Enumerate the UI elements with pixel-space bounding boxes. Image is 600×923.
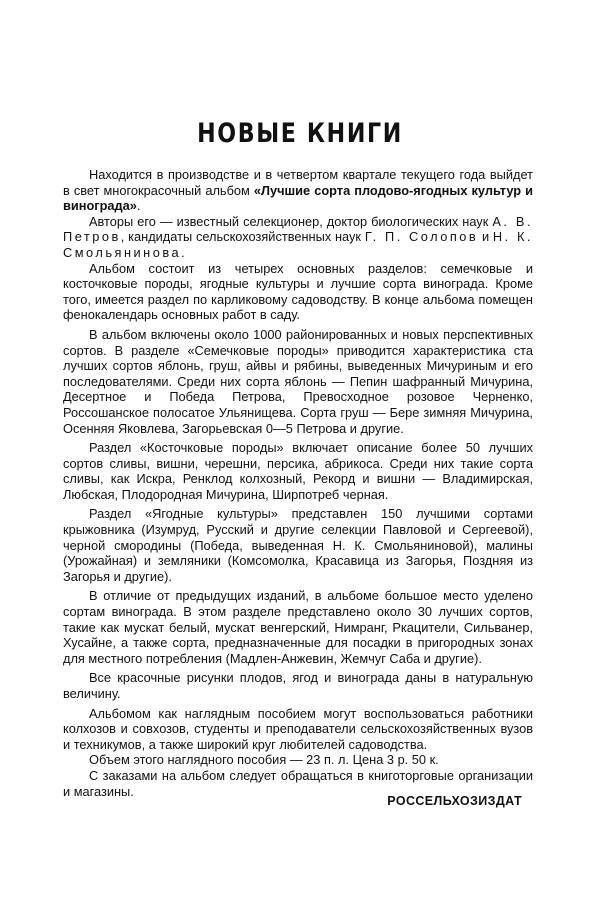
intro-text: Находится в производстве и в четвертом квартале текущего года выйдет в свет многокрасочный альбом [63, 167, 533, 198]
paragraph-illustrations: Все красочные рисунки плодов, ягод и винограда даны в натуральную величину. [63, 670, 533, 701]
paragraph-sections: Альбом состоит из четырех основных разделов: семечковые и косточковые породы, ягодные культуры и лучшие сорта винограда. Кроме того, имеется раздел по карликовому садоводству. В конце альбома помещен фенокалендарь основных работ в саду. [63, 260, 533, 323]
paragraph-price: Объем этого наглядного пособия — 23 п. л. Цена 3 р. 50 к. [89, 752, 439, 768]
article-body [63, 167, 533, 799]
author-solopov: Г. П. Солопов [364, 229, 479, 245]
authors-middle: , кандидаты сельскохозяйственных наук [120, 229, 365, 245]
paragraph-grapes: В отличие от предыдущих изданий, в альбоме большое место уделено сортам винограда. В этом разделе представлено около 30 лучших сортов, такие как мускат белый, мускат венгерский, Нимранг, Ркацители, Сильванер, Хусайне, а также сорта, предназначенные для посадки в пригородных зонах для местного потребления (Мадлен-Анжевин, Жемчуг Саба и другие). [63, 588, 533, 666]
paragraph-stone-fruits: Раздел «Косточковые породы» включает описание более 50 лучших сортов сливы, вишни, черешни, персика, абрикоса. Среди них такие сорта сливы, как Искра, Ренклод колхозный, Рекорд и вишни — Владимирская, Любская, Плодородная Мичурина, Ширпотреб черная. [63, 440, 533, 502]
author-smolyaninova: Н. К. Смольянинова [63, 229, 533, 260]
paragraph-pome-fruits: В альбом включены около 1000 районированных и новых перспективных сортов. В разделе «Семечковые породы» приводится характеристика ста лучших сортов яблонь, груш, айвы и рябины, выведенных Мичуриным и его последователями. Среди них сорта яблонь — Пепин шафранный Мичурина, Десертное и Победа Петрова, Превосходное розовое Черненко, Россошанское полосатое Ульянищева. Сорта груш — Бере зимняя Мичурина, Осенняя Яковлева, Загорьевская 0—5 Петрова и другие. [63, 326, 533, 436]
authors-paragraph [63, 214, 533, 261]
authors-and: и [478, 229, 493, 245]
paragraph-orders: С заказами на альбом следует обращаться в книготорговые организации и магазины. [63, 767, 533, 799]
authors-prefix: Авторы его — известный селекционер, доктор биологических наук [89, 213, 493, 229]
intro-end: . [136, 198, 141, 214]
publisher-name: РОССЕЛЬХОЗИЗДАТ [387, 794, 522, 808]
author-petrov: А. В. Петров [63, 213, 533, 245]
album-title: «Лучшие сорта плодово-ягодных культур и винограда» [63, 182, 533, 214]
paragraph-audience: Альбомом как наглядным пособием могут воспользоваться работники колхозов и совхозов, студенты и преподаватели сельскохозяйственных вузов и техникумов, а также широкий круг любителей садоводства. [63, 705, 533, 752]
page-title: НОВЫЕ КНИГИ [197, 118, 403, 149]
intro-paragraph [63, 167, 533, 214]
paragraph-berries: Раздел «Ягодные культуры» представлен 150 лучшими сортами крыжовника (Изумруд, Русский и другие селекции Павловой и Сергеевой), черной смородины (Победа, выведенная Н. К. Смольяниновой), малины (Урожайная) и земляники (Комсомолка, Красавица из Загорья, Поздняя из Загорья и другие). [63, 506, 533, 584]
authors-end: . [181, 244, 185, 260]
